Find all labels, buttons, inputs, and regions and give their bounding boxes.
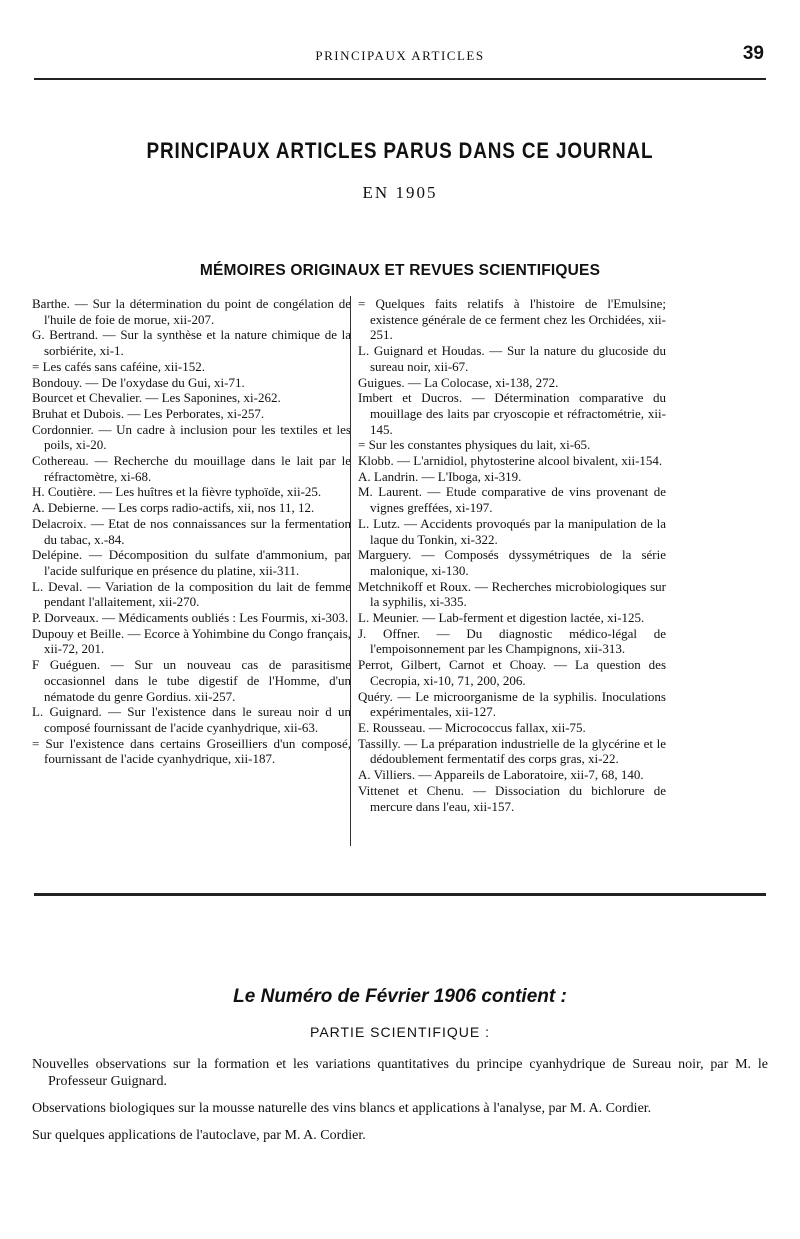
content-item: Observations biologiques sur la mousse naturelle des vins blancs et applications à l'analyse, par M. A. Cordier. xyxy=(32,1101,652,1116)
column-divider xyxy=(350,296,351,846)
article-entry: Tassilly. — La préparation industrielle de la glycérine et le dédoublement fermentatif des corps gras, xi-22. xyxy=(358,735,666,767)
article-entry: Delépine. — Décomposition du sulfate d'ammonium, par l'acide sulfurique en présence du platine, xii-311. xyxy=(32,547,351,578)
running-title: PRINCIPAUX ARTICLES xyxy=(315,48,485,63)
article-entry: H. Coutière. — Les huîtres et la fièvre typhoïde, xii-25. xyxy=(32,484,322,500)
article-entry: L. Deval. — Variation de la composition du lait de femme pendant l'allaitement, xii-270. xyxy=(32,578,351,610)
section-title: MÉMOIRES ORIGINAUX ET REVUES SCIENTIFIQUES xyxy=(199,262,601,279)
article-entry: = Quelques faits relatifs à l'histoire de l'Emulsine; existence générale de ce ferment chez les Orchidées, xii-251. xyxy=(358,296,666,343)
running-header xyxy=(34,42,766,68)
article-entry: L. Meunier. — Lab-ferment et digestion lactée, xi-125. xyxy=(358,610,645,626)
content-item: Sur quelques applications de l'autoclave, par M. A. Cordier. xyxy=(32,1128,366,1143)
article-entry: Vittenet et Chenu. — Dissociation du bichlorure de mercure dans l'eau, xii-157. xyxy=(358,782,666,814)
article-entry: Metchnikoff et Roux. — Recherches microbiologiques sur la syphilis, xi-335. xyxy=(358,578,666,610)
article-entry: = Les cafés sans caféine, xii-152. xyxy=(32,358,206,374)
article-entry: Marguery. — Composés dyssymétriques de la série malonique, xi-130. xyxy=(358,547,666,578)
article-entry: L. Lutz. — Accidents provoqués par la manipulation de la laque du Tonkin, xi-322. xyxy=(358,515,666,547)
article-entry: Delacroix. — Etat de nos connaissances sur la fermentation du tabac, x.-84. xyxy=(32,515,351,547)
article-entry: Bourcet et Chevalier. — Les Saponines, xi-262. xyxy=(32,390,281,406)
next-issue-title: Le Numéro de Février 1906 contient : xyxy=(233,986,567,1007)
article-entry: Perrot, Gilbert, Carnot et Choay. — La question des Cecropia, xi-10, 71, 200, 206. xyxy=(358,657,666,688)
article-entry: M. Laurent. — Etude comparative de vins provenant de vignes greffées, xi-197. xyxy=(358,484,666,516)
article-entry: Klobb. — L'arnidiol, phytosterine alcool bivalent, xii-154. xyxy=(358,453,663,469)
article-entry: A. Debierne. — Les corps radio-actifs, xii, nos 11, 12. xyxy=(32,500,315,516)
article-entry: Bruhat et Dubois. — Les Perborates, xi-257. xyxy=(32,405,265,421)
page-title: PRINCIPAUX ARTICLES PARUS DANS CE JOURNAL xyxy=(146,138,654,163)
page-number: 39 xyxy=(742,43,764,64)
article-entry: Dupouy et Beille. — Ecorce à Yohimbine du Congo français, xii-72, 201. xyxy=(32,625,351,657)
article-entry: Guigues. — La Colocase, xi-138, 272. xyxy=(358,374,559,390)
article-entry: L. Guignard et Houdas. — Sur la nature du glucoside du sureau noir, xii-67. xyxy=(358,343,666,374)
article-entry: Cordonnier. — Un cadre à inclusion pour les textiles et les poils, xi-20. xyxy=(32,421,351,453)
header-divider xyxy=(34,78,766,80)
article-entry: L. Guignard. — Sur l'existence dans le sureau noir d un composé fournissant de l'acide cyanhydrique, xii-63. xyxy=(32,704,351,735)
article-entry: F Guéguen. — Sur un nouveau cas de parasitisme occasionnel dans le tube digestif de l'Homme, d'un nématode du genre Gordius. xii-257. xyxy=(32,657,351,704)
article-entry: J. Offner. — Du diagnostic médico-légal de l'empoisonnement par les Champignons, xii-313. xyxy=(358,625,666,657)
article-entry: A. Villiers. — Appareils de Laboratoire, xii-7, 68, 140. xyxy=(358,767,644,783)
right-article-column xyxy=(358,296,666,814)
article-entry: P. Dorveaux. — Médicaments oubliés : Les Fourmis, xi-303. xyxy=(32,610,349,626)
article-entry: Cothereau. — Recherche du mouillage dans le lait par le réfractomètre, xi-68. xyxy=(32,453,351,484)
article-entry: E. Rousseau. — Micrococcus fallax, xii-75. xyxy=(358,719,586,735)
article-entry: = Sur l'existence dans certains Groseilliers d'un composé, fournissant de l'acide cyanhydrique, xii-187. xyxy=(32,735,351,767)
section-divider xyxy=(34,893,766,896)
article-entry: = Sur les constantes physiques du lait, xi-65. xyxy=(358,437,591,453)
next-issue-contents xyxy=(32,1056,768,1154)
left-article-column xyxy=(32,296,351,767)
year-line: EN 1905 xyxy=(362,183,438,202)
article-entry: Bondouy. — De l'oxydase du Gui, xi-71. xyxy=(32,374,245,390)
article-entry: Imbert et Ducros. — Détermination comparative du mouillage des laits par cryoscopie et réfractométrie, xii-145. xyxy=(358,390,666,437)
article-entry: G. Bertrand. — Sur la synthèse et la nature chimique de la sorbiérite, xi-1. xyxy=(32,327,351,359)
article-entry: Quéry. — Le microorganisme de la syphilis. Inoculations expérimentales, xii-127. xyxy=(358,688,666,720)
article-entry: Barthe. — Sur la détermination du point de congélation de l'huile de foie de morue, xii-207. xyxy=(32,296,351,327)
article-entry: A. Landrin. — L'Iboga, xi-319. xyxy=(358,468,522,484)
part-title: PARTIE SCIENTIFIQUE : xyxy=(310,1024,490,1040)
content-item: Nouvelles observations sur la formation et les variations quantitatives du principe cyanhydrique de Sureau noir, par M. le Professeur Guignard. xyxy=(32,1057,768,1089)
